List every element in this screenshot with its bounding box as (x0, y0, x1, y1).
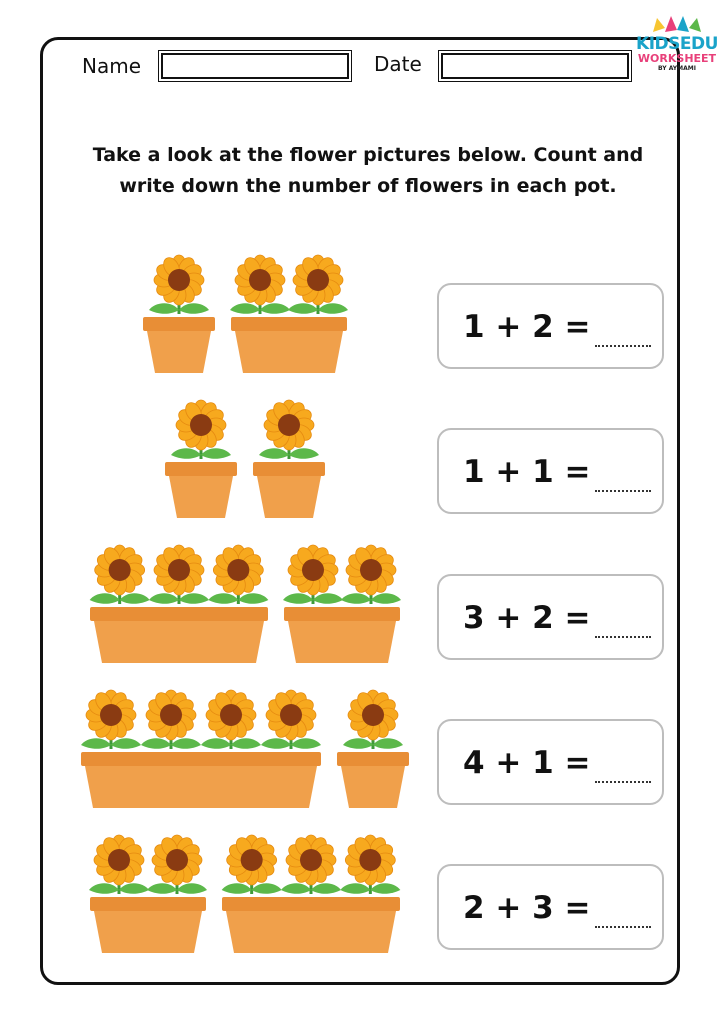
sunflower-icon (201, 690, 261, 749)
answer-blank[interactable] (595, 490, 651, 492)
sunflower-icon (208, 545, 268, 604)
equation-text: 1 + 1 = (463, 454, 591, 490)
sunflower-icon (341, 545, 401, 604)
flower-pot (81, 690, 321, 808)
equation-text: 4 + 1 = (463, 745, 591, 781)
sunflower-icon (230, 255, 290, 314)
equation-box (437, 283, 664, 369)
flower-pot (337, 690, 409, 808)
sunflower-icon (340, 835, 400, 894)
equation-box (437, 719, 664, 805)
sunflower-icon (89, 835, 149, 894)
answer-blank[interactable] (595, 926, 651, 928)
flower-pot (89, 835, 207, 953)
name-field[interactable] (161, 53, 349, 79)
sunflower-icon (288, 255, 348, 314)
flower-pot (283, 545, 401, 663)
equation-box (437, 428, 664, 514)
kidsedu-logo (630, 14, 724, 80)
answer-blank[interactable] (595, 636, 651, 638)
crown-icon (647, 14, 707, 32)
sunflower-icon (147, 835, 207, 894)
sunflower-icon (283, 545, 343, 604)
name-label: Name (82, 54, 142, 78)
flower-pot (143, 255, 215, 373)
date-field[interactable] (441, 53, 629, 79)
answer-blank[interactable] (595, 345, 651, 347)
sunflower-icon (141, 690, 201, 749)
logo-text-kidsedu: KIDSEDU (636, 34, 718, 54)
sunflower-icon (171, 400, 231, 459)
flower-pot (165, 400, 237, 518)
sunflower-icon (281, 835, 341, 894)
date-label: Date (374, 52, 422, 76)
flower-pot (253, 400, 325, 518)
sunflower-icon (149, 255, 209, 314)
logo-text-worksheet: WORKSHEET (637, 52, 717, 65)
instructions-text: Take a look at the flower pictures below. Count and write down the number of flowers in each pot. (92, 144, 644, 197)
sunflower-icon (90, 545, 150, 604)
equation-text: 2 + 3 = (463, 890, 591, 926)
equation-box (437, 574, 664, 660)
sunflower-icon (259, 400, 319, 459)
equation-text: 1 + 2 = (463, 309, 591, 345)
answer-blank[interactable] (595, 781, 651, 783)
sunflower-icon (343, 690, 403, 749)
sunflower-icon (222, 835, 282, 894)
sunflower-icon (149, 545, 209, 604)
sunflower-icon (261, 690, 321, 749)
sunflower-icon (81, 690, 141, 749)
flower-pot (222, 835, 401, 953)
equation-text: 3 + 2 = (463, 600, 591, 636)
flower-pot (230, 255, 348, 373)
equation-box (437, 864, 664, 950)
logo-text-by: BY AYMAMI (658, 65, 696, 72)
flower-pots-illustration (60, 240, 430, 970)
flower-pot (90, 545, 269, 663)
